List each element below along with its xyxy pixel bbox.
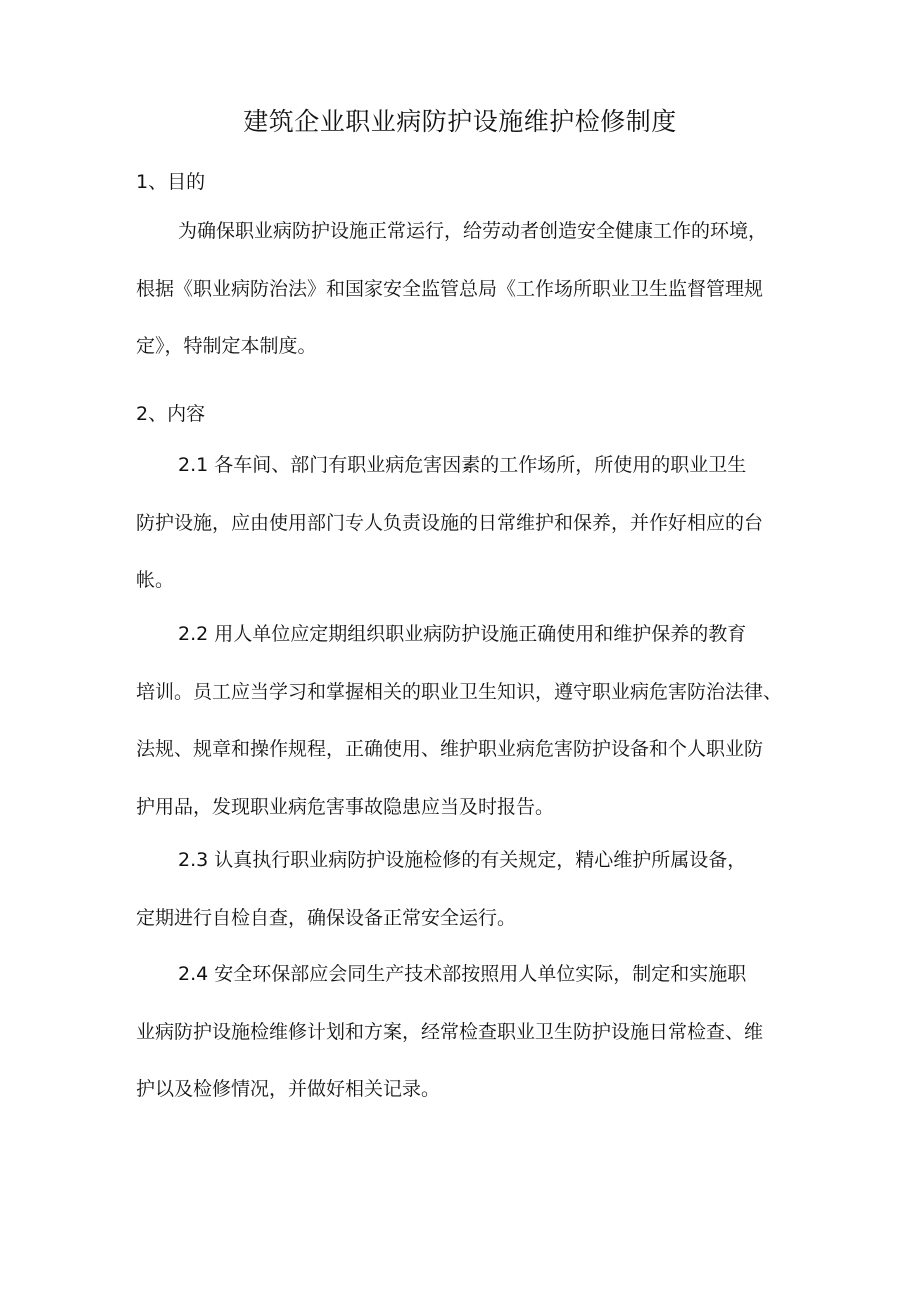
document-title: 建筑企业职业病防护设施维护检修制度: [243, 107, 677, 136]
paragraph-purpose: [136, 203, 796, 376]
paragraph-2-4: [136, 946, 796, 1119]
paragraph-line: 2.2 用人单位应定期组织职业病防护设施正确使用和维护保养的教育: [178, 623, 747, 645]
section-heading-purpose: 1、目的: [136, 171, 206, 193]
paragraph-line: 培训。员工应当学习和掌握相关的职业卫生知识，遵守职业病危害防治法律、: [136, 680, 783, 703]
paragraph-line: 2.3 认真执行职业病防护设施检修的有关规定，精心维护所属设备，: [178, 849, 747, 871]
paragraph-line: 为确保职业病防护设施正常运行，给劳动者创造安全健康工作的环境，: [178, 220, 768, 242]
paragraph-line: 定》，特制定本制度。: [136, 335, 317, 357]
section-heading-content: 2、内容: [136, 403, 206, 425]
paragraph-line: 2.4 安全环保部应会同生产技术部按照用人单位实际，制定和实施职: [178, 963, 747, 985]
paragraph-line: 防护设施，应由使用部门专人负责设施的日常维护和保养，并作好相应的台: [136, 511, 764, 534]
paragraph-line: 护以及检修情况，并做好相关记录。: [136, 1078, 441, 1100]
paragraph-line: 根据《职业病防治法》和国家安全监管总局《工作场所职业卫生监督管理规: [136, 277, 764, 300]
paragraph-line: 2.1 各车间、部门有职业病危害因素的工作场所，所使用的职业卫生: [178, 454, 747, 476]
paragraph-2-3: [136, 832, 796, 947]
paragraph-line: 帐。: [136, 569, 175, 591]
paragraph-line: 护用品，发现职业病危害事故隐患应当及时报告。: [136, 795, 555, 818]
paragraph-2-2: [136, 606, 796, 836]
paragraph-line: 业病防护设施检维修计划和方案，经常检查职业卫生防护设施日常检查、维: [136, 1020, 764, 1043]
paragraph-2-1: [136, 437, 796, 610]
paragraph-line: 法规、规章和操作规程，正确使用、维护职业病危害防护设备和个人职业防: [136, 738, 764, 760]
paragraph-line: 定期进行自检自查，确保设备正常安全运行。: [136, 906, 517, 929]
